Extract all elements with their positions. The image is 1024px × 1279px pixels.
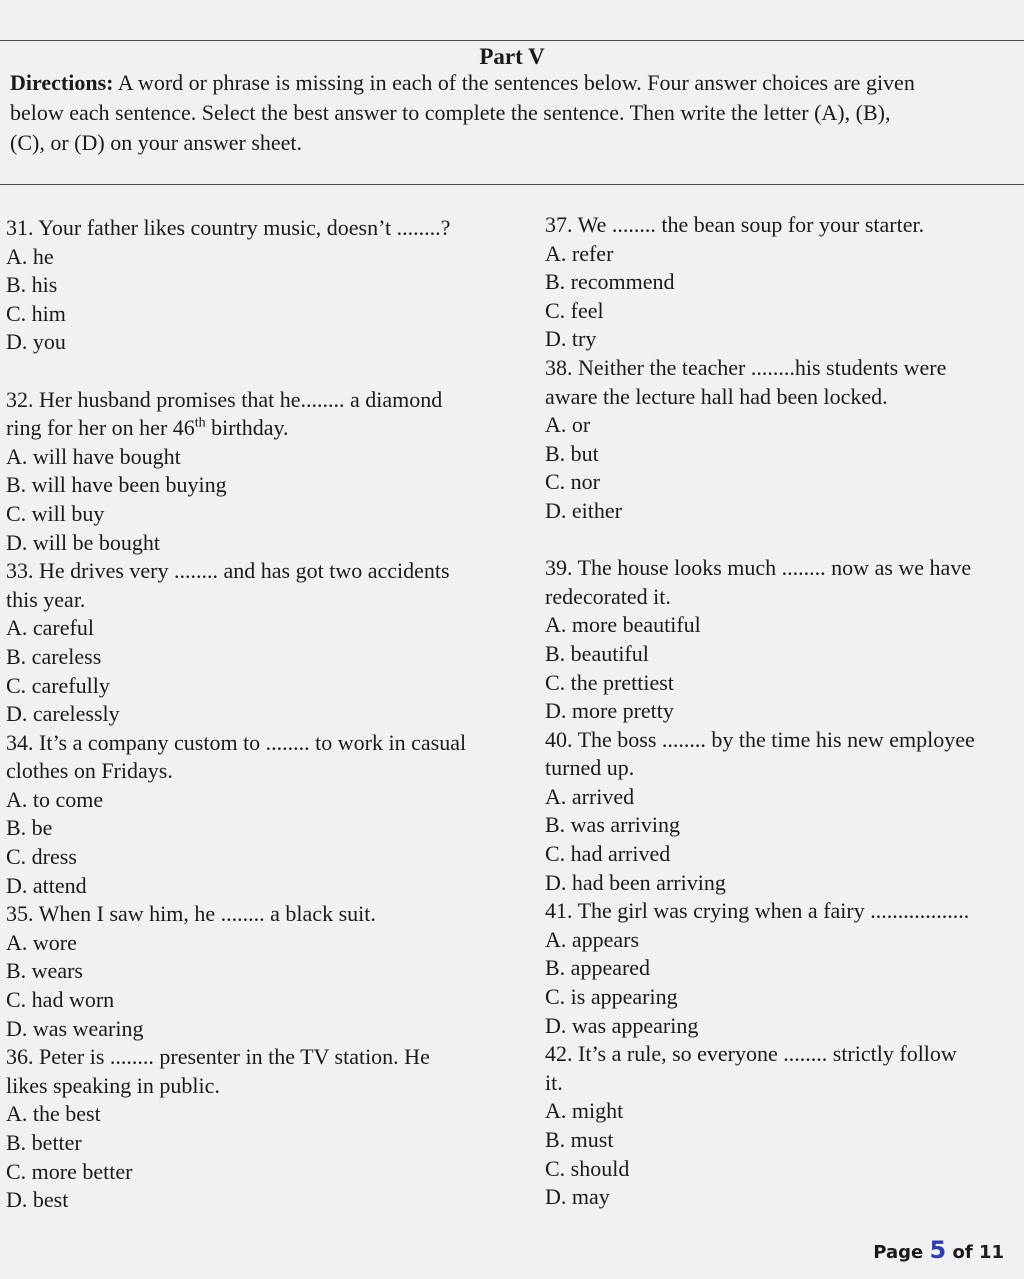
- question-stem: 31. Your father likes country music, doesn’t ........?: [6, 215, 451, 240]
- question-stem-line-2: [6, 414, 466, 443]
- option-b: B. was arriving: [545, 812, 681, 838]
- option-c: C. feel: [545, 297, 604, 323]
- question-stem-line-2: aware the lecture hall had been locked.: [545, 383, 888, 409]
- option-d: D. either: [545, 497, 622, 523]
- directions-line-1: A word or phrase is missing in each of the sentences below. Four answer choices are given: [113, 70, 915, 95]
- question-34: [6, 729, 466, 901]
- stem-text: ring for her on her 46: [6, 415, 195, 441]
- option-d: D. had been arriving: [545, 869, 726, 895]
- option-b: B. better: [6, 1130, 82, 1155]
- option-c: C. him: [6, 300, 66, 326]
- directions: [10, 68, 915, 98]
- question-33: [6, 557, 466, 729]
- right-column: [545, 211, 975, 1212]
- directions-label: Directions:: [10, 70, 114, 95]
- option-d: D. you: [6, 329, 66, 355]
- option-b: B. careless: [6, 643, 102, 669]
- question-stem: 42. It’s a rule, so everyone ........ strictly follow: [545, 1041, 957, 1067]
- option-a: A. or: [545, 412, 591, 438]
- option-c: C. more better: [6, 1158, 133, 1184]
- option-b: B. his: [6, 272, 58, 298]
- option-b: B. recommend: [545, 269, 675, 295]
- question-stem-line-2: this year.: [6, 586, 86, 612]
- question-stem: 35. When I saw him, he ........ a black suit.: [6, 901, 376, 927]
- spacer: [545, 526, 975, 555]
- part-title: Part V: [479, 44, 545, 69]
- option-c: C. had arrived: [545, 841, 671, 867]
- option-b: B. will have been buying: [6, 472, 227, 498]
- option-d: D. attend: [6, 872, 87, 898]
- page-number: [873, 1236, 1004, 1264]
- option-d: D. was wearing: [6, 1015, 144, 1041]
- option-d: D. more pretty: [545, 698, 674, 724]
- option-b: B. wears: [6, 958, 83, 984]
- option-a: A. appears: [545, 926, 640, 952]
- option-a: A. he: [6, 243, 54, 269]
- option-a: A. wore: [6, 929, 77, 955]
- question-stem-line-2: clothes on Fridays.: [6, 758, 173, 784]
- question-31: [6, 214, 466, 357]
- option-d: D. may: [545, 1184, 610, 1210]
- directions-bottom-rule: [0, 184, 1024, 185]
- question-35: [6, 900, 466, 1043]
- question-41: [545, 897, 975, 1040]
- question-stem: 36. Peter is ........ presenter in the TV station. He: [6, 1044, 430, 1070]
- page-prefix: Page: [873, 1242, 930, 1263]
- option-a: A. careful: [6, 615, 94, 641]
- option-c: C. dress: [6, 844, 77, 870]
- option-a: A. arrived: [545, 783, 635, 809]
- question-stem-line-2: redecorated it.: [545, 583, 671, 609]
- option-a: A. the best: [6, 1101, 101, 1127]
- question-40: [545, 726, 975, 898]
- top-rule: [0, 40, 1024, 41]
- question-39: [545, 554, 975, 726]
- question-37: [545, 211, 975, 354]
- option-d: D. will be bought: [6, 529, 160, 555]
- question-stem: 38. Neither the teacher ........his students were: [545, 354, 947, 380]
- question-stem: 34. It’s a company custom to ........ to work in casual: [6, 729, 467, 755]
- option-d: D. carelessly: [6, 701, 120, 727]
- page-suffix: of 11: [946, 1242, 1004, 1263]
- directions-line-3: (C), or (D) on your answer sheet.: [10, 130, 303, 155]
- option-c: C. will buy: [6, 500, 105, 526]
- option-a: A. to come: [6, 786, 104, 812]
- question-32: [6, 386, 466, 558]
- option-b: B. appeared: [545, 955, 651, 981]
- question-stem: 33. He drives very ........ and has got two accidents: [6, 558, 450, 584]
- option-b: B. be: [6, 815, 53, 841]
- option-c: C. carefully: [6, 672, 110, 698]
- question-stem-line-2: it.: [545, 1069, 563, 1095]
- option-a: A. refer: [545, 240, 614, 266]
- option-c: C. the prettiest: [545, 669, 674, 695]
- question-stem: 37. We ........ the bean soup for your starter.: [545, 212, 925, 237]
- question-stem-line-2: likes speaking in public.: [6, 1072, 220, 1098]
- option-b: B. must: [545, 1127, 614, 1152]
- spacer: [6, 357, 466, 386]
- question-stem: 41. The girl was crying when a fairy ..................: [545, 898, 970, 924]
- question-36: [6, 1043, 466, 1215]
- option-b: B. beautiful: [545, 640, 649, 666]
- question-stem-line-2: turned up.: [545, 755, 635, 781]
- ordinal-suffix: th: [194, 415, 206, 431]
- option-c: C. is appearing: [545, 984, 678, 1010]
- option-d: D. try: [545, 326, 597, 352]
- option-a: A. might: [545, 1098, 624, 1124]
- directions-line-2: below each sentence. Select the best answer to complete the sentence. Then write the letter (A), (B),: [10, 100, 891, 125]
- question-42: [545, 1040, 975, 1212]
- question-stem: 32. Her husband promises that he........ a diamond: [6, 386, 443, 412]
- option-d: D. was appearing: [545, 1012, 699, 1038]
- question-stem: 39. The house looks much ........ now as we have: [545, 555, 972, 581]
- option-a: A. more beautiful: [545, 612, 701, 638]
- option-b: B. but: [545, 440, 599, 466]
- option-c: C. had worn: [6, 987, 115, 1013]
- stem-tail: birthday.: [205, 415, 289, 441]
- left-column: [6, 214, 466, 1215]
- option-c: C. should: [545, 1155, 630, 1181]
- option-a: A. will have bought: [6, 443, 181, 469]
- question-stem: 40. The boss ........ by the time his new employee: [545, 726, 975, 752]
- page-current: 5: [929, 1236, 947, 1264]
- option-d: D. best: [6, 1187, 69, 1213]
- option-c: C. nor: [545, 469, 600, 495]
- question-38: [545, 354, 975, 526]
